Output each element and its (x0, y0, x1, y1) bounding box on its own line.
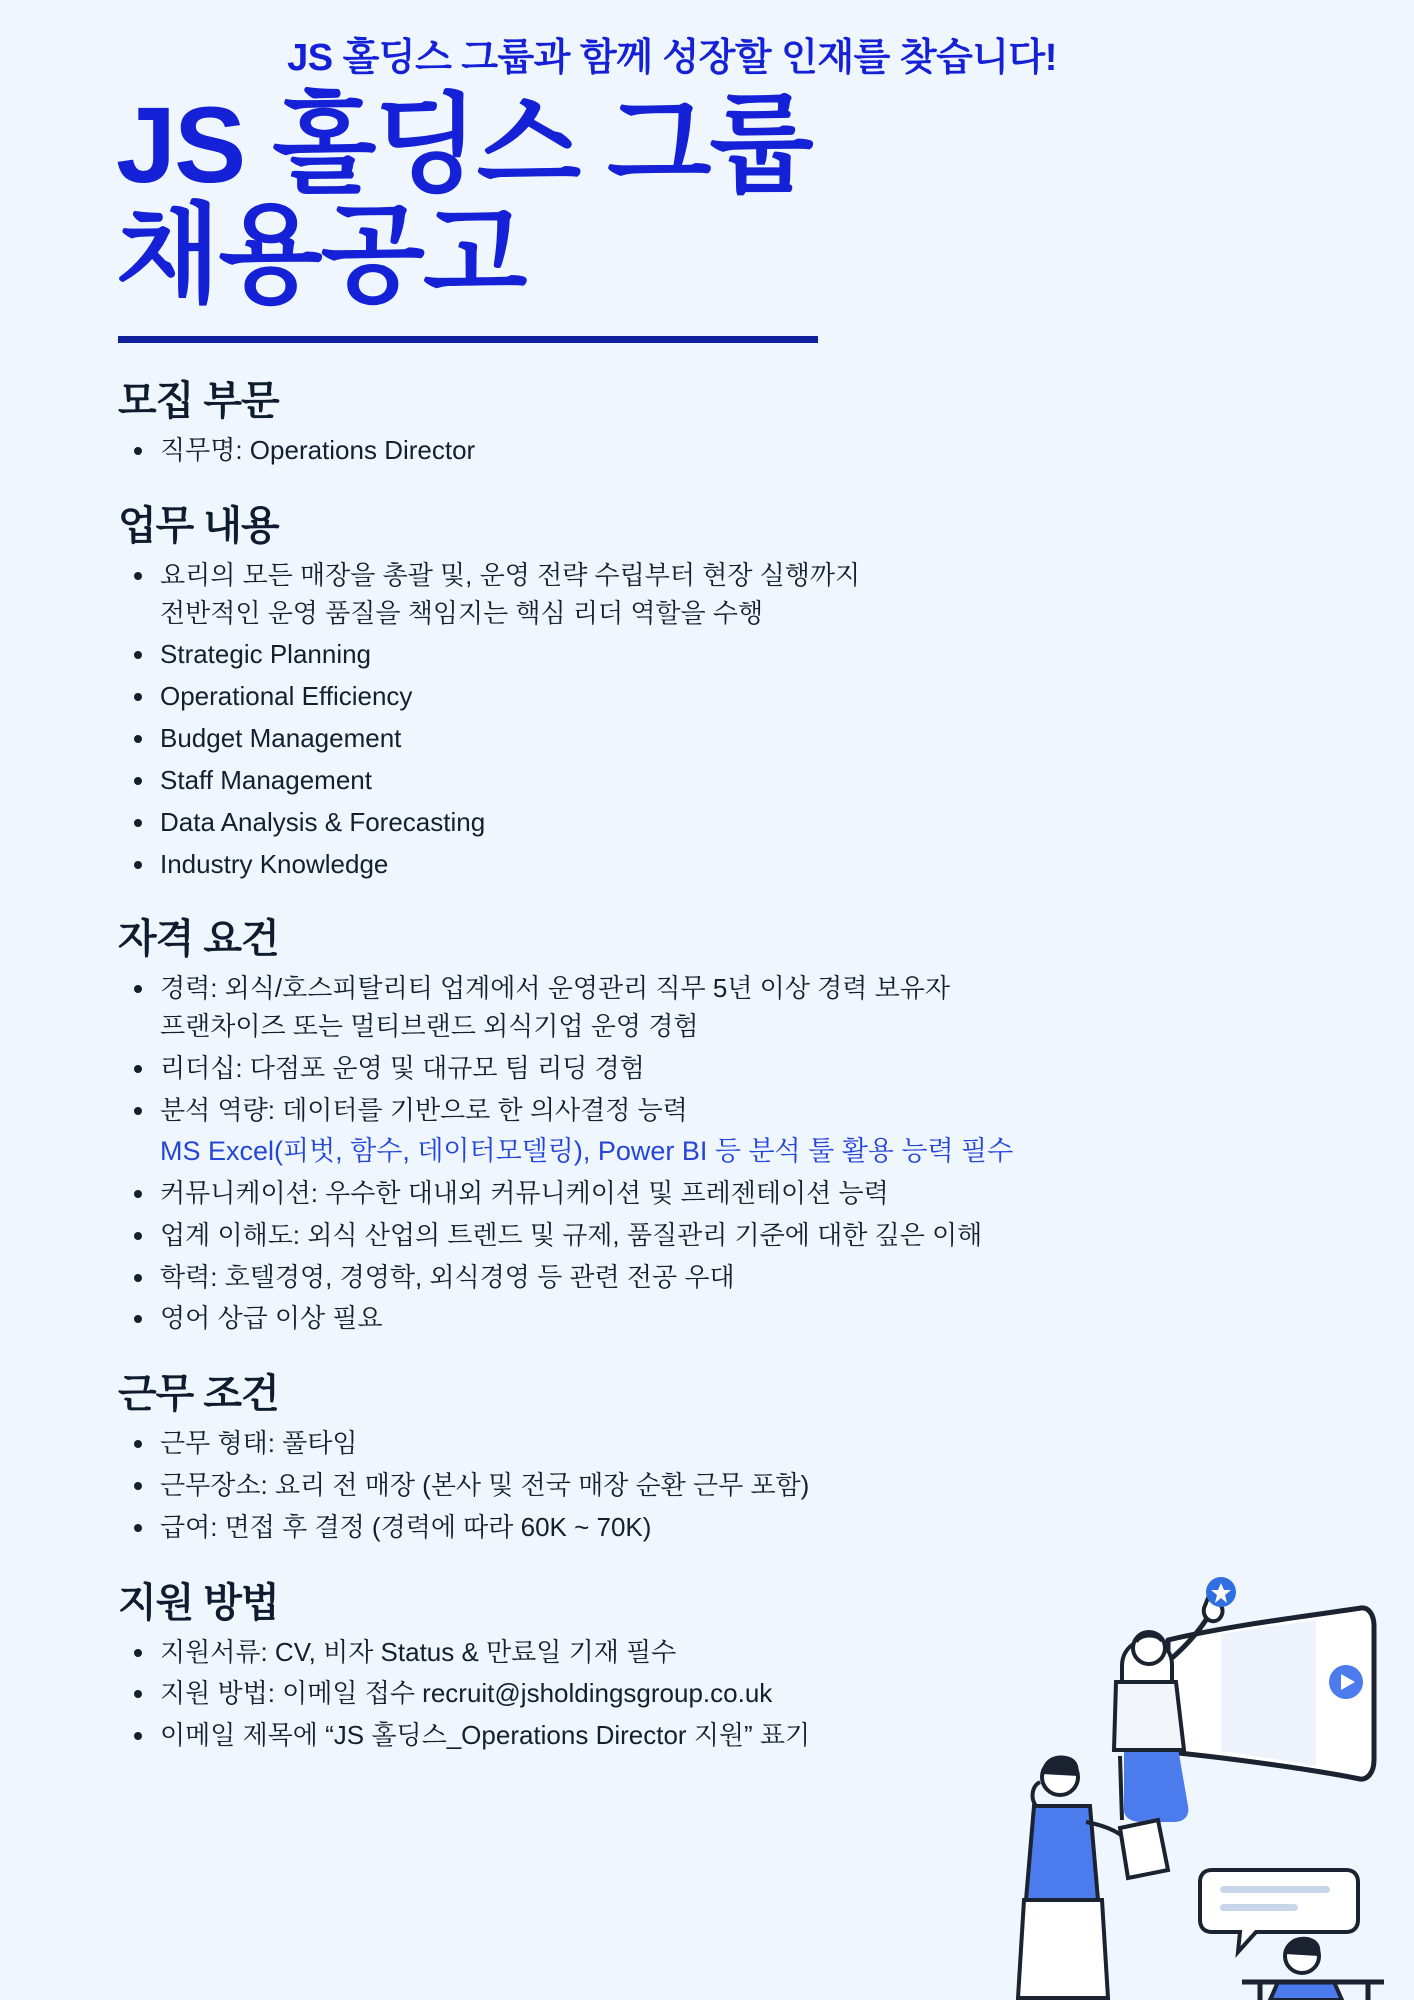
list-item (118, 763, 1354, 798)
page-title (116, 83, 1354, 315)
list-item-text: 급여: 면접 후 결정 (경력에 따라 60K ~ 70K) (160, 1511, 652, 1542)
list-item-text: 직무명: Operations Director (160, 434, 476, 465)
list-item-text: 학력: 호텔경영, 경영학, 외식경영 등 관련 전공 우대 (160, 1261, 735, 1292)
list-item (118, 1051, 1354, 1086)
list-item (118, 847, 1354, 882)
list-item (118, 637, 1354, 672)
section-list-duties (118, 558, 1354, 882)
list-item (118, 1426, 1354, 1461)
person-with-document (1018, 1756, 1168, 1998)
speech-bubble-icon (1200, 1870, 1358, 1952)
list-item-text: 영어 상급 이상 필요 (160, 1303, 383, 1334)
list-item-text: Strategic Planning (160, 639, 372, 670)
list-item-text: 지원서류: CV, 비자 Status & 만료일 기재 필수 (160, 1636, 677, 1667)
poster-kicker: JS 홀딩스 그룹과 함께 성장할 인재를 찾습니다! (287, 37, 1057, 79)
list-item-text: 요리의 모든 매장을 총괄 및, 운영 전략 수립부터 현장 실행까지 (160, 559, 861, 590)
list-item (118, 1301, 1354, 1336)
list-item-text: 업계 이해도: 외식 산업의 트렌드 및 규제, 품질관리 기준에 대한 깊은 이해 (160, 1219, 983, 1250)
list-item-text: 근무 형태: 풀타임 (160, 1428, 358, 1459)
list-item-text: 커뮤니케이션: 우수한 대내외 커뮤니케이션 및 프레젠테이션 능력 (160, 1177, 889, 1208)
list-item (118, 433, 1354, 468)
section-heading-recruit-role: 모집 부문 (118, 378, 279, 423)
title-line-2: 채용공고 (116, 193, 526, 315)
person-at-desk (1242, 1937, 1384, 2000)
list-item (118, 721, 1354, 756)
title-line-1: JS 홀딩스 그룹 (116, 83, 812, 205)
list-item (118, 1510, 1354, 1545)
list-item-text: 지원 방법: 이메일 접수 recruit@jsholdingsgroup.co.uk (160, 1678, 773, 1709)
title-divider (118, 336, 818, 343)
list-item-text: 경력: 외식/호스피탈리티 업계에서 운영관리 직무 5년 이상 경력 보유자 (160, 973, 950, 1004)
list-item (118, 1218, 1354, 1253)
section-heading-apply: 지원 방법 (118, 1580, 279, 1625)
section-heading-qualifications: 자격 요건 (118, 917, 279, 962)
list-item (118, 1260, 1354, 1295)
list-item (118, 558, 1354, 631)
list-item-text: Operational Efficiency (160, 681, 413, 712)
list-item (118, 971, 1354, 1044)
section-list-conditions (118, 1426, 1354, 1544)
list-item-text: Staff Management (160, 764, 372, 795)
section-heading-conditions: 근무 조건 (118, 1372, 279, 1417)
list-item-text: 근무장소: 요리 전 매장 (본사 및 전국 매장 순환 근무 포함) (160, 1469, 810, 1500)
list-item-text: 리더십: 다점포 운영 및 대규모 팀 리딩 경험 (160, 1053, 645, 1084)
list-item (118, 805, 1354, 840)
list-item-text: 이메일 제목에 “JS 홀딩스_Operations Director 지원” 표기 (160, 1720, 811, 1751)
list-item-text: 분석 역량: 데이터를 기반으로 한 의사결정 능력 (160, 1094, 688, 1125)
list-item (118, 1718, 1354, 1753)
list-item-highlight: MS Excel(피벗, 함수, 데이터모델링), Power BI 등 분석 툴 활용 능력 필수 (160, 1135, 1014, 1166)
section-list-recruit-role (118, 433, 1354, 468)
list-item-subtext: 프랜차이즈 또는 멀티브랜드 외식기업 운영 경험 (160, 1011, 699, 1042)
list-item-subtext: 전반적인 운영 품질을 책임지는 핵심 리더 역할을 수행 (160, 597, 764, 628)
list-item (118, 1468, 1354, 1503)
list-item (118, 1176, 1354, 1211)
list-item-text: Budget Management (160, 723, 402, 754)
list-item-text: Industry Knowledge (160, 848, 389, 879)
section-list-qualifications (118, 971, 1354, 1336)
section-list-apply (118, 1635, 1354, 1753)
list-item (118, 1635, 1354, 1670)
section-heading-duties: 업무 내용 (118, 503, 279, 548)
list-item (118, 1093, 1354, 1169)
list-item (118, 1676, 1354, 1711)
list-item-text: Data Analysis & Forecasting (160, 806, 486, 837)
list-item (118, 679, 1354, 714)
